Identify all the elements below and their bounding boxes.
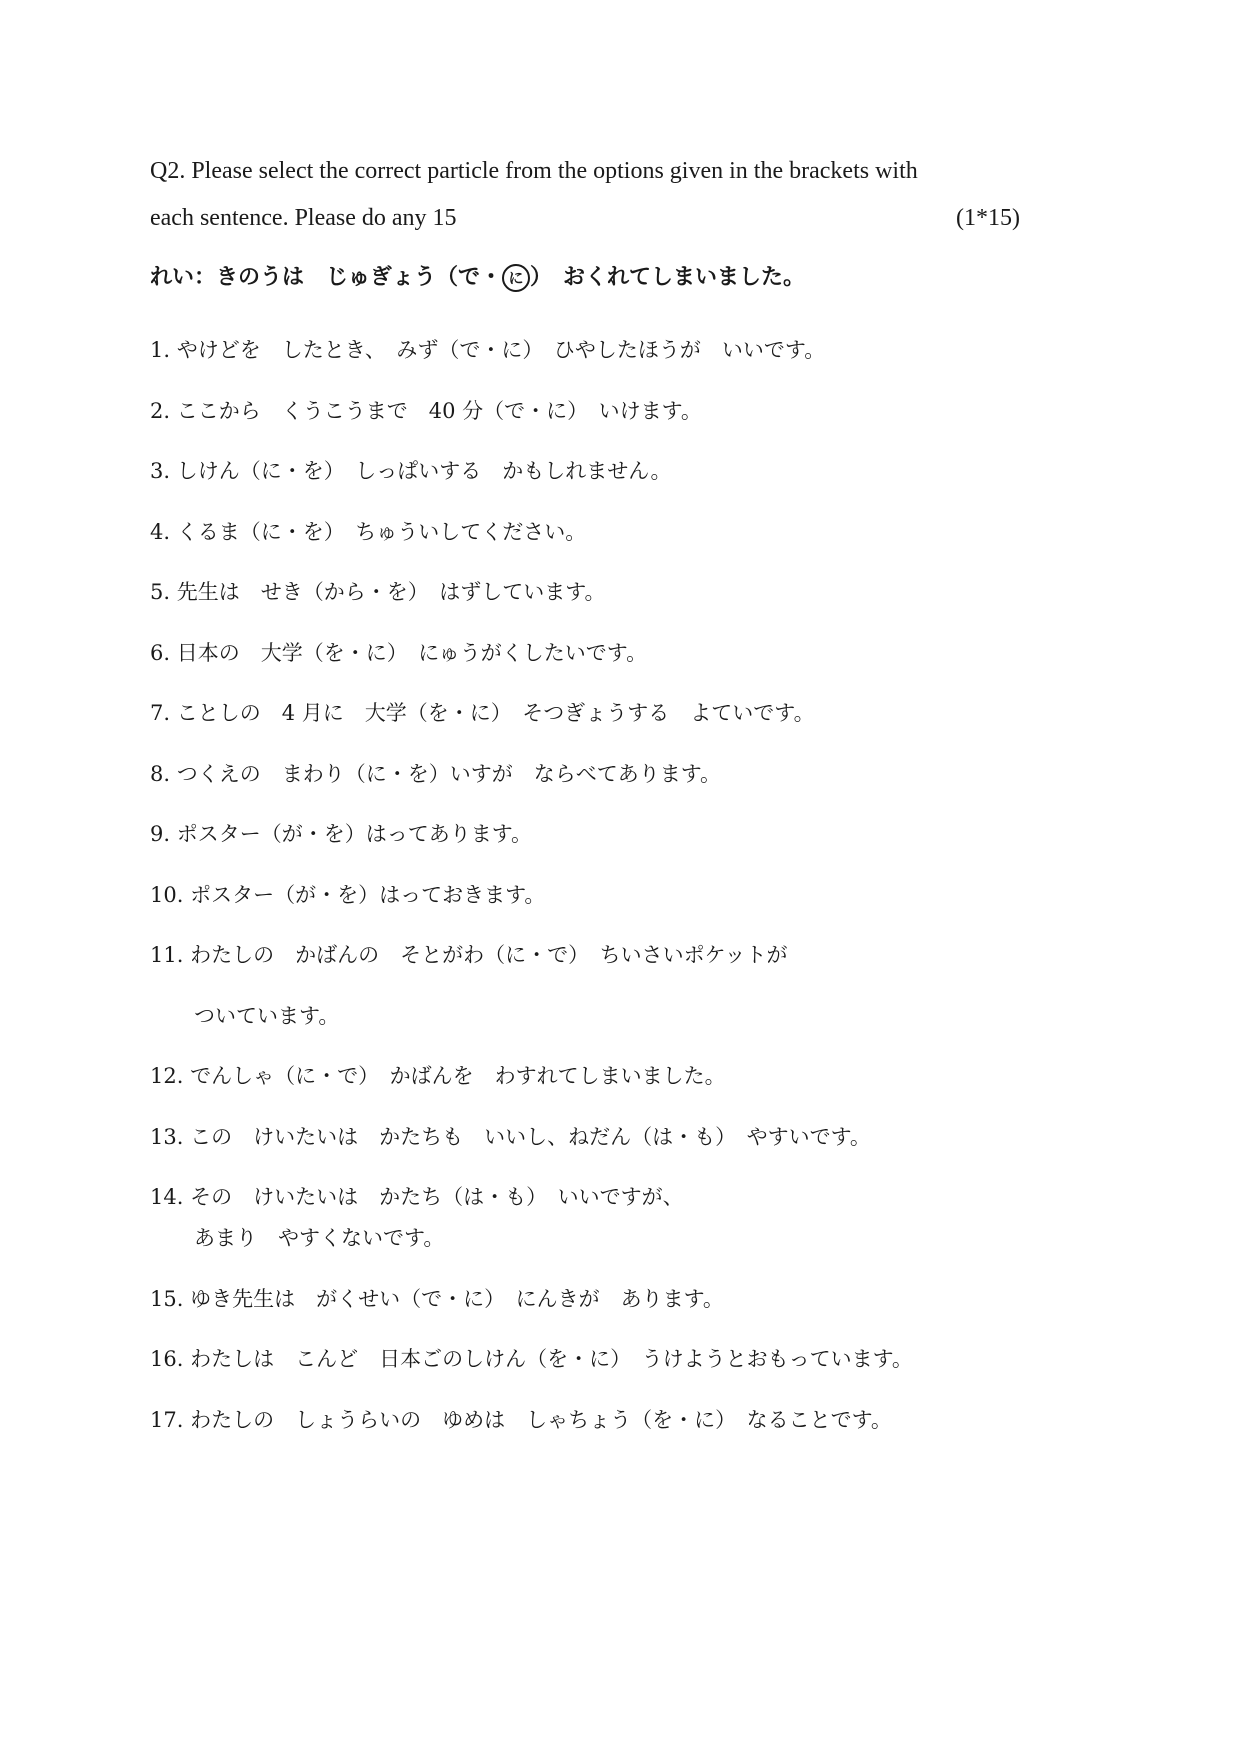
question-item (150, 502, 1090, 563)
instruction-text-2: each sentence. Please do any 15 (150, 205, 457, 231)
question-text: 6. 日本の 大学（を・に） にゅうがくしたいです。 (150, 640, 648, 665)
question-item (150, 925, 1090, 1046)
question-item (150, 320, 1090, 381)
question-item (150, 381, 1090, 442)
question-header (150, 148, 1070, 242)
question-text: 7. ことしの 4 月に 大学（を・に） そつぎょうする よていです。 (150, 701, 815, 725)
question-text: 9. ポスター（が・を）はってあります。 (150, 822, 533, 846)
question-text: 10. ポスター（が・を）はっておきます。 (150, 882, 546, 907)
instruction-line-1 (150, 148, 1070, 195)
question-item (150, 1107, 1090, 1168)
example-sentence (150, 260, 805, 292)
marks-label: (1*15) (956, 205, 1020, 231)
circled-answer: に (502, 264, 530, 292)
question-text: 12. でんしゃ（に・で） かばんを わすれてしまいました。 (150, 1064, 726, 1088)
question-list (150, 320, 1090, 1450)
question-item (150, 744, 1090, 805)
question-item (150, 1329, 1090, 1390)
instruction-line-2 (150, 195, 1070, 242)
question-item (150, 865, 1090, 926)
example-text-before: れい：きのうは じゅぎょう（で・ (150, 264, 503, 290)
question-text: 2. ここから くうこうまで 40 分（で・に） いけます。 (150, 398, 702, 423)
question-item (150, 1046, 1090, 1107)
question-text: 5. 先生は せき（から・を） はずしています。 (150, 580, 606, 604)
question-text-continued: あまり やすくないです。 (194, 1225, 445, 1250)
question-text: 16. わたしは こんど 日本ごのしけん（を・に） うけようとおもっています。 (150, 1347, 913, 1371)
instruction-text-1: Q2. Please select the correct particle from the options given in the brackets with (150, 158, 918, 184)
question-item (150, 683, 1090, 744)
question-text: 4. くるま（に・を） ちゅういしてください。 (150, 519, 587, 544)
question-item (150, 623, 1090, 684)
question-text: 14. その けいたいは かたち（は・も） いいですが、 (150, 1185, 684, 1209)
question-item (150, 1390, 1090, 1451)
question-text: 13. この けいたいは かたちも いいし、ねだん（は・も） やすいです。 (150, 1124, 871, 1149)
question-item (150, 1167, 1090, 1269)
question-text: 3. しけん（に・を） しっぱいする かもしれません。 (150, 459, 672, 483)
question-text: 8. つくえの まわり（に・を）いすが ならべてあります。 (150, 761, 722, 786)
question-text-continued: ついています。 (194, 1003, 340, 1028)
question-text: 15. ゆき先生は がくせい（で・に） にんきが あります。 (150, 1286, 724, 1311)
question-text: 17. わたしの しょうらいの ゆめは しゃちょう（を・に） なることです。 (150, 1407, 892, 1432)
question-text: 11. わたしの かばんの そとがわ（に・で） ちいさいポケットが (150, 943, 788, 967)
question-item (150, 1269, 1090, 1330)
question-item (150, 562, 1090, 623)
example-text-after: ） おくれてしまいました。 (530, 264, 806, 290)
question-item (150, 804, 1090, 865)
question-item (150, 441, 1090, 502)
question-text: 1. やけどを したとき、 みず（で・に） ひやしたほうが いいです。 (150, 338, 826, 362)
